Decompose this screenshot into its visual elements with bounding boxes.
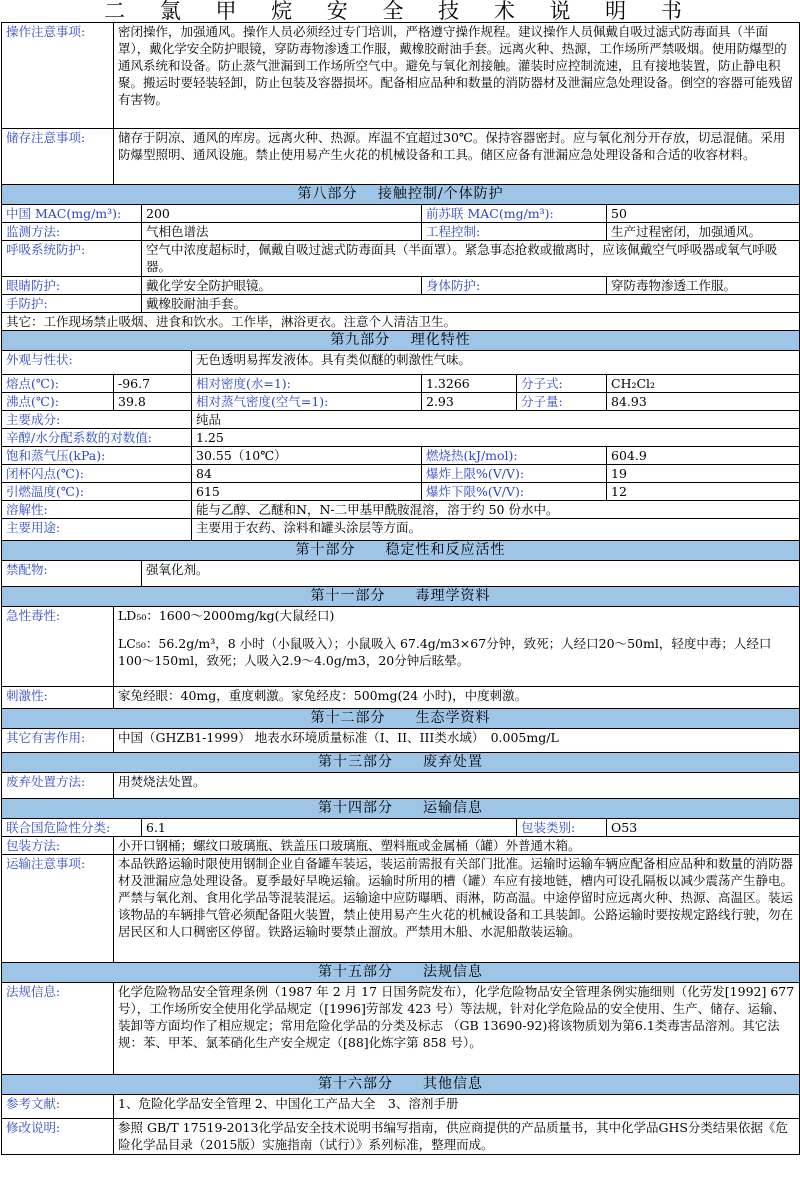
ld50-value: LD₅₀：1600～2000mg/kg(大鼠经口) [114, 607, 800, 631]
fp-value: 84 [192, 465, 422, 483]
resp-label: 呼吸系统防护: [2, 241, 142, 277]
mp-label: 熔点(℃): [2, 375, 114, 393]
eye-value: 戴化学安全防护眼镜。 [142, 277, 422, 295]
handling-text: 密闭操作，加强通风。操作人员必须经过专门培训，严格遵守操作规程。建议操作人员佩戴自吸过滤式防毒面具（半面罩），戴化学安全防护眼镜，穿防毒物渗透工作服，戴橡胶耐油手套。远离火种、热源，工作场所严禁吸烟。使用防爆型的通风系统和设备。防止蒸气泄漏到工作场所空气中。避免与氧化剂接触。灌装时应控制流速，且有接地装置，防止静电积聚。搬运时要轻装轻卸，防止包装及容器损坏。配备相应品种和数量的消防器材及泄漏应急处理设备。倒空的容器可能残留有害物。 [114, 23, 800, 129]
ait-value: 615 [192, 483, 422, 501]
references-value: 1、危险化学品安全管理 2、中国化工产品大全 3、溶剂手册 [114, 1095, 800, 1119]
appearance-label: 外观与性状: [2, 351, 192, 375]
rd-vapor-label: 相对蒸气密度(空气=1): [192, 393, 422, 411]
regulation-value: 化学危险物品安全管理条例（1987 年 2 月 17 日国务院发布），化学危险物品安全管理条例实施细则（化劳发[1992] 677 号），工作场所安全使用化学品规定（[1996]劳部发 423 号）等法规，针对化学危险品的安全使用、生产、储存、运输、装卸等方面均作了相应规定；常用危险化学品的分类及标志 （GB 13690-92)将该物质划为第6.1类毒害品溶剂。其它法规：苯、甲苯、氯苯硝化生产安全规定（[88]化炼字第 858 号）。 [114, 983, 800, 1075]
vp-value: 30.55（10℃） [192, 447, 422, 465]
acute-label: 急性毒性: [2, 607, 114, 687]
un-class-value: 6.1 [142, 819, 517, 837]
hand-value: 戴橡胶耐油手套。 [142, 295, 800, 313]
section-9-title: 第九部分 理化特性 [2, 331, 800, 351]
rd-water-label: 相对密度(水=1): [192, 375, 422, 393]
eye-label: 眼睛防护: [2, 277, 142, 295]
appearance-value: 无色透明易挥发液体。具有类似醚的刺激性气味。 [192, 351, 800, 375]
logp-label: 辛醇/水分配系数的对数值: [2, 429, 192, 447]
incompat-value: 强氧化剂。 [142, 561, 800, 587]
logp-value: 1.25 [192, 429, 800, 447]
mac-su-label: 前苏联 MAC(mg/m³): [422, 205, 607, 223]
irritation-label: 刺激性: [2, 687, 114, 709]
section-15-title: 第十五部分 法规信息 [2, 963, 800, 983]
un-class-label: 联合国危险性分类: [2, 819, 142, 837]
mac-cn-value: 200 [142, 205, 422, 223]
section-11-title: 第十一部分 毒理学资料 [2, 587, 800, 607]
disposal-value: 用焚烧法处置。 [114, 773, 800, 799]
section-8-title: 第八部分 接触控制/个体防护 [2, 185, 800, 205]
resp-value: 空气中浓度超标时，佩戴自吸过滤式防毒面具（半面罩）。紧急事态抢救或撤离时，应该佩戴空气呼吸器或氧气呼吸器。 [142, 241, 800, 277]
lc50-value: LC₅₀：56.2g/m³，8 小时（小鼠吸入）；小鼠吸入 67.4g/m3×67分钟，致死；人经口20～50ml，轻度中毒；人经口100～150ml，致死；人吸入2.9～4.0g/m3，20分钟后眩晕。 [114, 631, 800, 687]
body-value: 穿防毒物渗透工作服。 [607, 277, 800, 295]
fp-label: 闭杯闪点(℃): [2, 465, 192, 483]
mw-label: 分子量: [517, 393, 607, 411]
hc-value: 604.9 [607, 447, 800, 465]
other-text: 其它：工作现场禁止吸烟、进食和饮水。工作毕，淋浴更衣。注意个人清洁卫生。 [2, 313, 800, 331]
uel-label: 爆炸上限%(V/V): [422, 465, 607, 483]
eng-label: 工程控制: [422, 223, 607, 241]
rd-water-value: 1.3266 [422, 375, 517, 393]
document-title: 二 氯 甲 烷 安 全 技 术 说 明 书 [104, 0, 696, 23]
lel-label: 爆炸下限%(V/V): [422, 483, 607, 501]
regulation-label: 法规信息: [2, 983, 114, 1075]
vp-label: 饱和蒸气压(kPa): [2, 447, 192, 465]
body-label: 身体防护: [422, 277, 607, 295]
monitor-label: 监测方法: [2, 223, 142, 241]
mac-su-value: 50 [607, 205, 800, 223]
uel-value: 19 [607, 465, 800, 483]
formula-label: 分子式: [517, 375, 607, 393]
storage-text: 储存于阴凉、通风的库房。远离火种、热源。库温不宜超过30℃。保持容器密封。应与氧化剂分开存放，切忌混储。采用防爆型照明、通风设施。禁止使用易产生火花的机械设备和工具。储区应备有泄漏应急处理设备和合适的收容材料。 [114, 129, 800, 185]
section-13-title: 第十三部分 废弃处置 [2, 753, 800, 773]
incompat-label: 禁配物: [2, 561, 142, 587]
mp-value: -96.7 [114, 375, 192, 393]
mac-cn-label: 中国 MAC(mg/m³): [2, 205, 142, 223]
comp-value: 纯品 [192, 411, 800, 429]
references-label: 参考文献: [2, 1095, 114, 1119]
eco-other-value: 中国（GHZB1-1999） 地表水环境质量标准（I、II、III类水域） 0.005mg/L [114, 729, 800, 753]
comp-label: 主要成分: [2, 411, 192, 429]
hc-label: 燃烧热(kJ/mol): [422, 447, 607, 465]
formula-value: CH₂Cl₂ [607, 375, 800, 393]
transport-value: 本品铁路运输时限使用钢制企业自备罐车装运，装运前需报有关部门批准。运输时运输车辆应配备相应品种和数量的消防器材及泄漏应急处理设备。夏季最好早晚运输。运输时所用的槽（罐）车应有接地链，槽内可设孔隔板以减少震荡产生静电。严禁与氧化剂、食用化学品等混装混运。运输途中应防曝晒、雨淋，防高温。中途停留时应远离火种、热源、高温区。装运该物品的车辆排气管必须配备阻火装置，禁止使用易产生火花的机械设备和工具装卸。公路运输时要按规定路线行驶，勿在居民区和人口稠密区停留。铁路运输时要禁止溜放。严禁用木船、水泥船散装运输。 [114, 855, 800, 963]
section-12-title: 第十二部分 生态学资料 [2, 709, 800, 729]
bp-label: 沸点(℃): [2, 393, 114, 411]
bp-value: 39.8 [114, 393, 192, 411]
lel-value: 12 [607, 483, 800, 501]
pack-method-label: 包装方法: [2, 837, 114, 855]
use-label: 主要用途: [2, 519, 192, 541]
eco-other-label: 其它有害作用: [2, 729, 114, 753]
ait-label: 引燃温度(℃): [2, 483, 192, 501]
sol-value: 能与乙醇、乙醚和N，N-二甲基甲酰胺混溶，溶于约 50 份水中。 [192, 501, 800, 519]
section-14-title: 第十四部分 运输信息 [2, 799, 800, 819]
pack-method-value: 小开口钢桶；螺纹口玻璃瓶、铁盖压口玻璃瓶、塑料瓶或金属桶（罐）外普通木箱。 [114, 837, 800, 855]
storage-label: 储存注意事项: [2, 129, 114, 185]
revision-value: 参照 GB/T 17519-2013化学品安全技术说明书编写指南，供应商提供的产品质量书，其中化学品GHS分类结果依据《危险化学品目录（2015版）实施指南（试行）》系列标准，整理而成。 [114, 1119, 800, 1155]
rd-vapor-value: 2.93 [422, 393, 517, 411]
pack-group-value: O53 [607, 819, 800, 837]
section-16-title: 第十六部分 其他信息 [2, 1075, 800, 1095]
pack-group-label: 包装类别: [517, 819, 607, 837]
handling-label: 操作注意事项: [2, 23, 114, 129]
transport-label: 运输注意事项: [2, 855, 114, 963]
disposal-label: 废弃处置方法: [2, 773, 114, 799]
monitor-value: 气相色谱法 [142, 223, 422, 241]
hand-label: 手防护: [2, 295, 142, 313]
revision-label: 修改说明: [2, 1119, 114, 1155]
section-10-title: 第十部分 稳定性和反应活性 [2, 541, 800, 561]
mw-value: 84.93 [607, 393, 800, 411]
use-value: 主要用于农药、涂料和罐头涂层等方面。 [192, 519, 800, 541]
sol-label: 溶解性: [2, 501, 192, 519]
eng-value: 生产过程密闭，加强通风。 [607, 223, 800, 241]
irritation-value: 家兔经眼：40mg，重度刺激。家兔经皮：500mg(24 小时)，中度刺激。 [114, 687, 800, 709]
msds-table [1, 22, 800, 1155]
